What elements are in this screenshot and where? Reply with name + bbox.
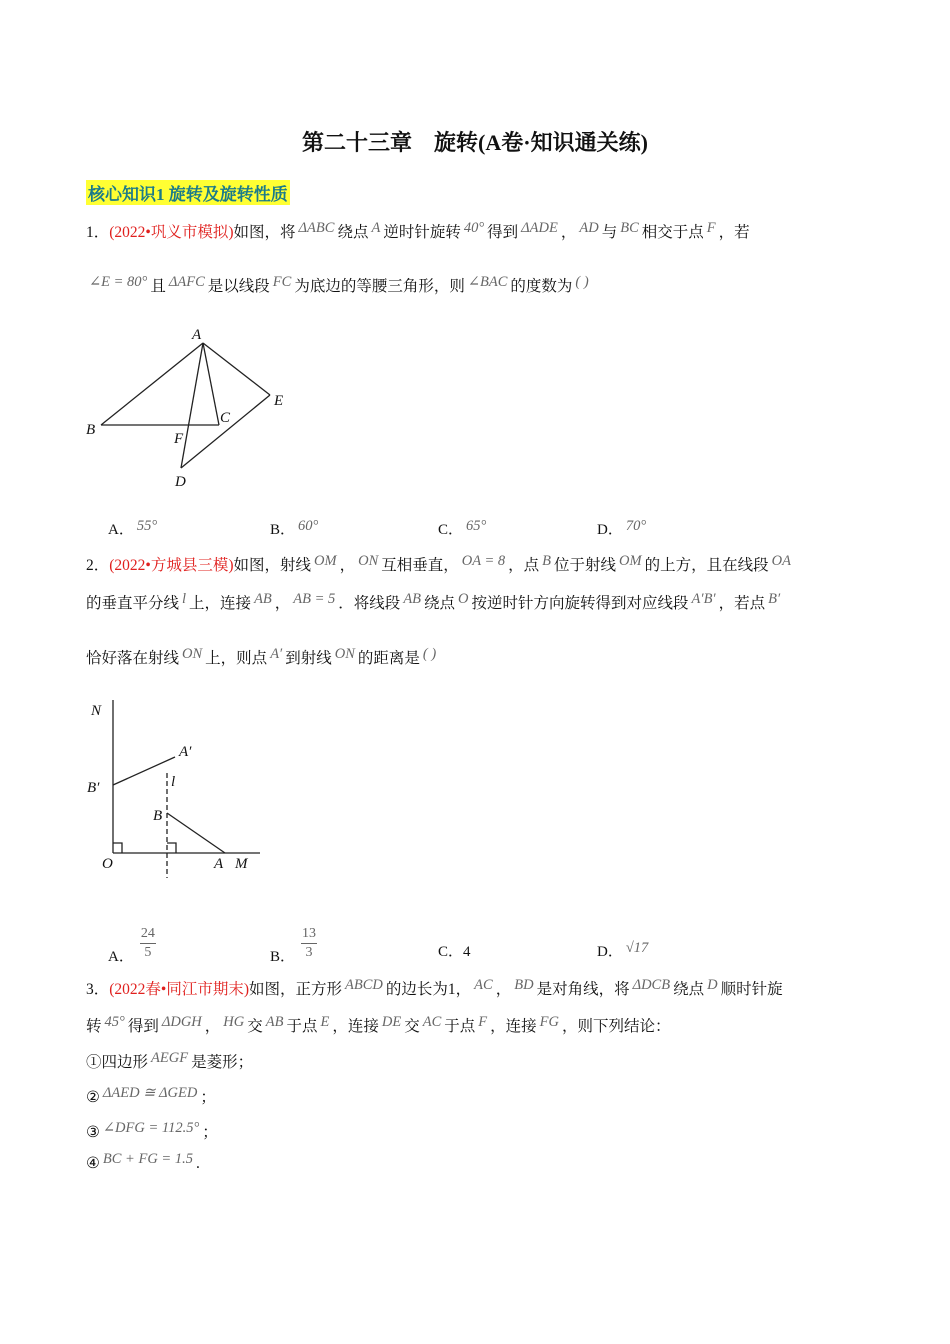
math-expression: ON xyxy=(358,553,379,569)
segment-ac xyxy=(203,343,219,425)
text-segment: 为底边的等腰三角形，则 xyxy=(294,278,465,295)
math-expression: ΔAED ≅ ΔGED xyxy=(102,1085,198,1101)
label-f: F xyxy=(174,431,184,447)
segment-ad xyxy=(181,343,203,468)
math-expression: FG xyxy=(539,1014,559,1030)
option-value: 4 xyxy=(463,944,471,960)
math-expression: AB xyxy=(403,591,422,607)
text-segment: 上，则点 xyxy=(205,650,268,667)
text-segment: 1． xyxy=(86,224,110,241)
text-segment: ，点 xyxy=(508,557,540,574)
math-expression: BC + FG = 1.5 xyxy=(102,1151,193,1167)
label-n: N xyxy=(91,703,102,719)
numerator: 13 xyxy=(302,926,317,941)
text-segment: 是以线段 xyxy=(207,278,270,295)
math-expression: E xyxy=(320,1014,330,1030)
math-expression: 45° xyxy=(104,1014,125,1030)
question-source: (2022•巩义市模拟) xyxy=(109,224,234,241)
denominator: 5 xyxy=(144,945,152,960)
text-segment: 的距离是 xyxy=(357,650,420,667)
segment-ed xyxy=(181,395,270,468)
text-segment: ③ xyxy=(86,1124,100,1141)
math-expression: AC xyxy=(474,977,493,993)
label-a: A xyxy=(192,327,202,343)
option-value: 60° xyxy=(298,518,319,534)
label-b-prime: B′ xyxy=(87,780,100,796)
text-segment: ， xyxy=(274,595,291,612)
text-segment: ①四边形 xyxy=(86,1054,149,1071)
text-segment: 互相垂直， xyxy=(381,557,459,574)
option-key: A． xyxy=(108,948,134,965)
math-expression: O xyxy=(458,591,469,607)
text-segment: 交 xyxy=(404,1018,420,1035)
math-expression: ΔDGH xyxy=(161,1014,202,1030)
text-segment: 逆时针旋转 xyxy=(383,224,461,241)
text-segment: . xyxy=(195,1155,200,1172)
label-a2: A xyxy=(214,856,224,872)
q1-option-d[interactable] xyxy=(597,518,649,539)
text-segment: ，则下列结论： xyxy=(562,1018,671,1035)
math-expression: ON xyxy=(334,646,355,662)
math-expression: HG xyxy=(223,1014,245,1030)
denominator: 3 xyxy=(305,945,313,960)
math-expression: ON xyxy=(182,646,203,662)
q2-option-b[interactable] xyxy=(270,926,317,975)
math-expression: F xyxy=(478,1014,488,1030)
label-o: O xyxy=(102,856,113,872)
math-expression: AD xyxy=(579,220,599,236)
label-a-prime: A′ xyxy=(179,744,192,760)
math-expression: A′B′ xyxy=(691,591,716,607)
text-segment: 于点 xyxy=(444,1018,476,1035)
text-segment: 得到 xyxy=(127,1018,159,1035)
math-expression: ΔADE xyxy=(521,220,558,236)
fraction xyxy=(301,926,317,961)
text-segment: 如图，将 xyxy=(233,224,296,241)
text-segment: 的边长为1， xyxy=(385,981,472,998)
text-segment: ； xyxy=(202,1124,218,1141)
label-l: l xyxy=(171,774,176,790)
text-segment: ．将线段 xyxy=(338,595,401,612)
q2-option-d[interactable] xyxy=(597,940,651,961)
text-segment: 2． xyxy=(86,557,110,574)
math-expression: D xyxy=(707,977,718,993)
text-segment: ，若点 xyxy=(718,595,766,612)
math-expression: ∠BAC xyxy=(467,274,508,290)
label-b: B xyxy=(86,422,96,438)
text-segment: 交 xyxy=(247,1018,263,1035)
text-segment: 的上方，且在线段 xyxy=(644,557,769,574)
label-d: D xyxy=(175,474,186,490)
math-expression: BD xyxy=(514,977,534,993)
text-segment: ， xyxy=(339,557,356,574)
label-b2: B xyxy=(153,808,163,824)
math-expression: AB xyxy=(265,1014,284,1030)
text-segment: ， xyxy=(495,981,512,998)
option-key: A． xyxy=(108,522,134,538)
math-expression: BC xyxy=(620,220,639,236)
math-expression: OM xyxy=(314,553,337,569)
text-segment: 于点 xyxy=(286,1018,318,1035)
text-segment: 位于射线 xyxy=(554,557,617,574)
math-expression: ABCD xyxy=(345,977,383,993)
math-expression: OA xyxy=(771,553,791,569)
option-value: 55° xyxy=(136,518,158,534)
option-value: 70° xyxy=(625,518,647,534)
text-segment: 的垂直平分线 xyxy=(86,595,180,612)
text-segment: 相交于点 xyxy=(641,224,704,241)
math-expression: ∠E = 80° xyxy=(89,274,148,290)
label-e: E xyxy=(274,393,284,409)
text-segment: ； xyxy=(200,1089,216,1106)
text-segment: ， xyxy=(560,224,577,241)
math-expression: AC xyxy=(422,1014,442,1030)
label-c: C xyxy=(220,410,231,426)
text-segment: 上，连接 xyxy=(189,595,252,612)
question-source: (2022•方城县三模) xyxy=(109,557,234,574)
q2-option-a[interactable] xyxy=(108,926,156,975)
q1-option-b[interactable] xyxy=(270,518,321,539)
text-segment: 绕点 xyxy=(337,224,369,241)
text-segment: 与 xyxy=(601,224,618,241)
math-expression: l xyxy=(182,591,187,607)
label-m: M xyxy=(235,856,248,872)
text-segment: ，若 xyxy=(718,224,750,241)
text-segment: ② xyxy=(86,1089,100,1106)
option-key: B． xyxy=(270,948,296,965)
right-angle-l xyxy=(167,843,176,853)
math-expression: FC xyxy=(272,274,292,290)
segment-a1b1 xyxy=(113,757,175,785)
math-expression: ( ) xyxy=(575,274,589,290)
segment-ae xyxy=(203,343,270,395)
text-segment: 的度数为 xyxy=(510,278,573,295)
text-segment: 恰好落在射线 xyxy=(86,650,180,667)
option-key: C． xyxy=(438,944,464,960)
math-expression: F xyxy=(706,220,716,236)
q1-option-c[interactable] xyxy=(438,518,489,539)
text-segment: 绕点 xyxy=(424,595,456,612)
text-segment: 如图，射线 xyxy=(233,557,312,574)
math-expression: ∠DFG = 112.5° xyxy=(102,1120,200,1136)
text-segment: ， xyxy=(204,1018,221,1035)
math-expression: A xyxy=(371,220,381,236)
page-title: 第二十三章 旋转(A卷·知识通关练) xyxy=(302,130,648,155)
text-segment: ④ xyxy=(86,1155,100,1172)
text-segment: ，连接 xyxy=(332,1018,379,1035)
math-expression: AB = 5 xyxy=(293,591,336,607)
option-key: D． xyxy=(597,944,623,960)
math-expression: OM xyxy=(619,553,642,569)
option-value: √17 xyxy=(625,940,649,956)
text-segment: 3． xyxy=(86,981,110,998)
q1-option-a[interactable] xyxy=(108,518,160,539)
text-segment: 按逆时针方向旋转得到对应线段 xyxy=(471,595,689,612)
math-expression: 40° xyxy=(463,220,485,236)
option-key: B． xyxy=(270,522,296,538)
text-segment: 得到 xyxy=(487,224,519,241)
option-value: 65° xyxy=(466,518,487,534)
right-angle-o xyxy=(113,843,122,853)
text-segment: ，连接 xyxy=(490,1018,537,1035)
math-expression: ΔDCB xyxy=(632,977,671,993)
text-segment: 且 xyxy=(150,278,166,295)
math-expression: AEGF xyxy=(151,1050,189,1066)
math-expression: B′ xyxy=(768,591,781,607)
math-expression: B xyxy=(542,553,552,569)
math-expression: AB xyxy=(254,591,272,607)
text-segment: 是对角线，将 xyxy=(536,981,630,998)
math-expression: ΔABC xyxy=(298,220,335,236)
option-key: C． xyxy=(438,522,464,538)
text-segment: 如图，正方形 xyxy=(249,981,343,998)
numerator: 24 xyxy=(140,926,155,941)
math-expression: OA = 8 xyxy=(461,553,506,569)
math-expression: DE xyxy=(381,1014,402,1030)
question-source: (2022春•同江市期末) xyxy=(109,981,250,998)
math-expression: A′ xyxy=(270,646,283,662)
option-key: D． xyxy=(597,522,623,538)
math-expression: ΔAFC xyxy=(168,274,205,290)
text-segment: 转 xyxy=(86,1018,102,1035)
q2-option-c[interactable] xyxy=(438,940,471,961)
fraction xyxy=(140,926,156,961)
text-segment: 顺时针旋 xyxy=(720,981,783,998)
text-segment: 是菱形； xyxy=(191,1054,254,1071)
text-segment: 绕点 xyxy=(673,981,705,998)
math-expression: ( ) xyxy=(422,646,437,662)
segment-ab xyxy=(101,343,203,425)
section-heading: 核心知识1 旋转及旋转性质 xyxy=(86,180,290,205)
text-segment: 到射线 xyxy=(285,650,332,667)
